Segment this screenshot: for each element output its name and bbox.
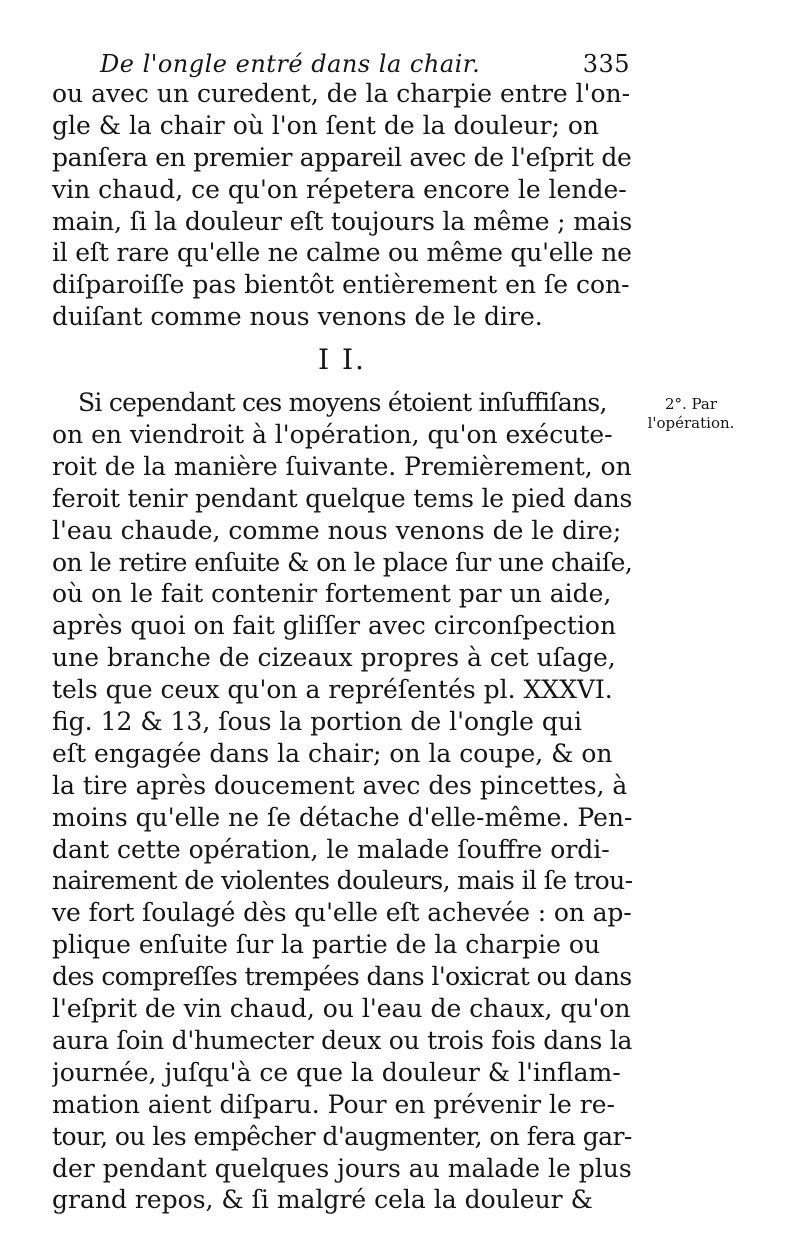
text-line: eſt engagée dans la chair; on la coupe, & on xyxy=(52,738,613,768)
text-line: Si cependant ces moyens étoient inſuffiſans, xyxy=(78,388,607,418)
text-line: tour, ou les empêcher d'augmenter, on fera gar- xyxy=(52,1121,632,1151)
text-line: mation aient diſparu. Pour en prévenir le re- xyxy=(52,1089,615,1119)
text-line: l'eau chaude, comme nous venons de le dire; xyxy=(52,515,622,545)
text-line: plique enſuite ſur la partie de la charpie ou xyxy=(52,930,601,960)
body-text xyxy=(52,78,632,1216)
text-line: panſera en premier appareil avec de l'eſprit de xyxy=(52,142,632,172)
text-line: journée, juſqu'à ce que la douleur & l'inflam- xyxy=(52,1057,621,1087)
text-line: tels que ceux qu'on a repréſentés pl. XXXVI. xyxy=(52,675,613,705)
text-line: gle & la chair où l'on ſent de la douleur; on xyxy=(52,110,600,140)
text-line: une branche de cizeaux propres à cet uſage, xyxy=(52,643,616,673)
text-line: aura ſoin d'humecter deux ou trois fois dans la xyxy=(52,1025,632,1055)
text-line: l'eſprit de vin chaud, ou l'eau de chaux, qu'on xyxy=(52,994,631,1024)
text-line: main, ſi la douleur eſt toujours la même ; mais xyxy=(52,206,632,236)
text-line: roit de la manière ſuivante. Premièrement, on xyxy=(52,451,632,481)
text-line: der pendant quelques jours au malade le plus xyxy=(52,1153,632,1183)
page-number: 335 xyxy=(582,50,630,78)
text-line: dant cette opération, le malade ſouffre ordi- xyxy=(52,834,610,864)
text-line: ve fort ſoulagé dès qu'elle eſt achevée : on ap- xyxy=(52,898,632,928)
section-heading: I I. xyxy=(318,343,366,377)
text-line: duiſant comme nous venons de le dire. xyxy=(52,302,543,332)
text-line: vin chaud, ce qu'on répetera encore le lende- xyxy=(52,174,627,204)
text-line: où on le fait contenir fortement par un aide, xyxy=(52,579,612,609)
text-line: grand repos, & ſi malgré cela la douleur & xyxy=(52,1185,593,1215)
text-line: feroit tenir pendant quelque tems le pied dans xyxy=(52,483,632,513)
text-line: fig. 12 & 13, ſous la portion de l'ongle qui xyxy=(52,707,583,737)
text-line: il eſt rare qu'elle ne calme ou même qu'elle ne xyxy=(52,238,632,268)
text-line: après quoi on fait gliſſer avec circonſpection xyxy=(52,611,617,641)
text-line: des compreſſes trempées dans l'oxicrat ou dans xyxy=(52,962,632,992)
text-line: on en viendroit à l'opération, qu'on exécute- xyxy=(52,420,613,450)
text-line: nairement de violentes douleurs, mais il ſe trou- xyxy=(52,866,632,896)
margin-note: 2°. Par l'opération. xyxy=(647,395,735,432)
running-title: De l'ongle entré dans la chair. xyxy=(100,50,481,78)
text-line: on le retire enſuite & on le place ſur une chaiſe, xyxy=(52,547,632,577)
text-line: ou avec un curedent, de la charpie entre l'on- xyxy=(52,79,631,108)
text-line: moins qu'elle ne ſe détache d'elle-même. Pen- xyxy=(52,802,632,832)
text-line: diſparoiſſe pas bientôt entièrement en ſe con- xyxy=(52,270,630,300)
text-line: la tire après doucement avec des pincettes, à xyxy=(52,770,628,800)
